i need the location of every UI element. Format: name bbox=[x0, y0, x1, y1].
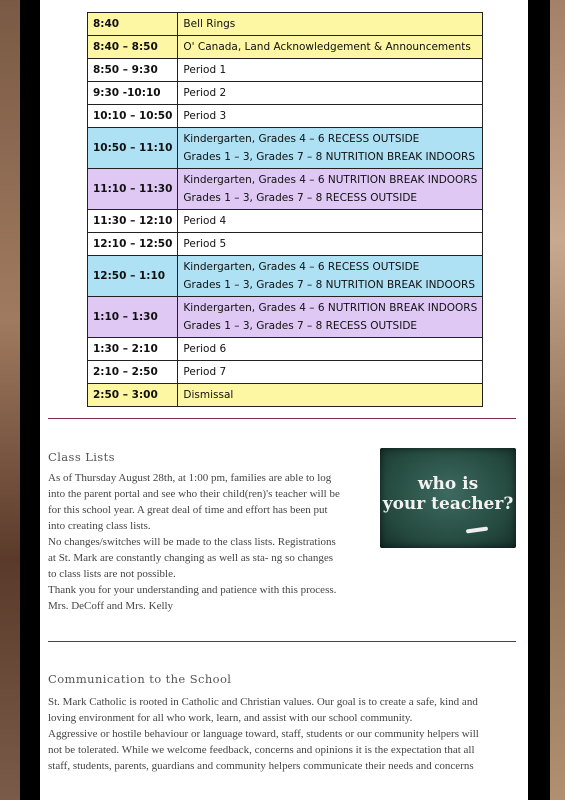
schedule-activity bbox=[178, 105, 483, 128]
schedule-row bbox=[88, 82, 483, 105]
schedule-activity-line: Kindergarten, Grades 4 – 6 NUTRITION BREAK INDOORS bbox=[183, 302, 478, 314]
schedule-time: 2:50 – 3:00 bbox=[88, 384, 178, 407]
schedule-activity-line: Grades 1 – 3, Grades 7 – 8 NUTRITION BREAK INDOORS bbox=[183, 151, 476, 163]
schedule-activity-line: Period 5 bbox=[183, 238, 227, 250]
schedule-time: 12:50 – 1:10 bbox=[88, 256, 178, 297]
schedule-time: 8:50 – 9:30 bbox=[88, 59, 178, 82]
schedule-activity-line: Period 2 bbox=[183, 87, 227, 99]
schedule-activity-line: O' Canada, Land Acknowledgement & Announcements bbox=[183, 41, 471, 53]
text-line: Aggressive or hostile behaviour or language toward, staff, students or our community helpers will bbox=[48, 728, 479, 740]
schedule-row bbox=[88, 384, 483, 407]
schedule-activity-line: Period 4 bbox=[183, 215, 227, 227]
schedule-activity-line: Grades 1 – 3, Grades 7 – 8 NUTRITION BREAK INDOORS bbox=[183, 279, 476, 291]
text-line: staff, students, parents, guardians and community helpers communicate their needs and concerns bbox=[48, 760, 474, 772]
schedule-time: 1:30 – 2:10 bbox=[88, 338, 178, 361]
image-text-who-is: who is bbox=[417, 474, 479, 494]
schedule-activity-line: Dismissal bbox=[183, 389, 234, 401]
schedule-activity bbox=[178, 36, 483, 59]
schedule-activity bbox=[178, 338, 483, 361]
text-line: loving environment for all who work, learn, and assist with our school community. bbox=[48, 712, 413, 724]
communication-text bbox=[48, 694, 516, 774]
border-left bbox=[20, 0, 40, 800]
schedule-row bbox=[88, 338, 483, 361]
schedule-activity bbox=[178, 361, 483, 384]
class-lists-heading: Class Lists bbox=[48, 450, 115, 464]
schedule-row bbox=[88, 361, 483, 384]
schedule-activity bbox=[178, 233, 483, 256]
schedule-activity bbox=[178, 297, 483, 338]
schedule-row bbox=[88, 256, 483, 297]
schedule-activity-line: Kindergarten, Grades 4 – 6 RECESS OUTSIDE bbox=[183, 261, 420, 273]
who-is-your-teacher-image bbox=[380, 448, 516, 548]
schedule-row bbox=[88, 13, 483, 36]
text-line: into creating class lists. bbox=[48, 520, 151, 532]
text-line: not be tolerated. While we welcome feedback, concerns and opinions it is the expectation that all bbox=[48, 744, 475, 756]
schedule-row bbox=[88, 59, 483, 82]
divider bbox=[48, 641, 516, 642]
schedule-activity bbox=[178, 256, 483, 297]
schedule-activity bbox=[178, 82, 483, 105]
text-line: into the parent portal and see who their child(ren)'s teacher will be bbox=[48, 488, 340, 500]
background-photo-left bbox=[0, 0, 20, 800]
text-line: to class lists are not possible. bbox=[48, 568, 176, 580]
schedule-activity-line: Period 3 bbox=[183, 110, 227, 122]
schedule-time: 11:30 – 12:10 bbox=[88, 210, 178, 233]
text-line: for this school year. A great deal of time and effort has been put bbox=[48, 504, 328, 516]
schedule-activity bbox=[178, 169, 483, 210]
schedule-time: 11:10 – 11:30 bbox=[88, 169, 178, 210]
chalk-stick bbox=[466, 526, 488, 533]
schedule-activity-line: Period 7 bbox=[183, 366, 227, 378]
schedule-activity-line: Period 1 bbox=[183, 64, 227, 76]
schedule-activity bbox=[178, 13, 483, 36]
schedule-activity-line: Grades 1 – 3, Grades 7 – 8 RECESS OUTSIDE bbox=[183, 192, 418, 204]
text-line: Thank you for your understanding and patience with this process. bbox=[48, 584, 337, 596]
schedule-activity-line: Kindergarten, Grades 4 – 6 RECESS OUTSIDE bbox=[183, 133, 420, 145]
schedule-activity bbox=[178, 384, 483, 407]
communication-heading: Communication to the School bbox=[48, 672, 232, 686]
text-line: As of Thursday August 28th, at 1:00 pm, families are able to log bbox=[48, 472, 332, 484]
schedule-time: 9:30 -10:10 bbox=[88, 82, 178, 105]
schedule-time: 1:10 – 1:30 bbox=[88, 297, 178, 338]
schedule-activity-line: Bell Rings bbox=[183, 18, 236, 30]
schedule-activity-line: Grades 1 – 3, Grades 7 – 8 RECESS OUTSIDE bbox=[183, 320, 418, 332]
text-line: No changes/switches will be made to the class lists. Registrations bbox=[48, 536, 336, 548]
schedule-row bbox=[88, 233, 483, 256]
schedule-time: 8:40 – 8:50 bbox=[88, 36, 178, 59]
schedule-row bbox=[88, 297, 483, 338]
image-text-your-teacher: your teacher? bbox=[382, 494, 514, 514]
text-line: at St. Mark are constantly changing as well as sta- ng so changes bbox=[48, 552, 334, 564]
text-line: Mrs. DeCoff and Mrs. Kelly bbox=[48, 600, 174, 612]
schedule-time: 8:40 bbox=[88, 13, 178, 36]
schedule-row bbox=[88, 210, 483, 233]
schedule-time: 10:10 – 10:50 bbox=[88, 105, 178, 128]
schedule-row bbox=[88, 169, 483, 210]
bell-schedule-table bbox=[87, 12, 483, 407]
schedule-activity bbox=[178, 128, 483, 169]
schedule-row bbox=[88, 128, 483, 169]
background-photo-right bbox=[550, 0, 565, 800]
divider bbox=[48, 418, 516, 419]
schedule-time: 2:10 – 2:50 bbox=[88, 361, 178, 384]
class-lists-text bbox=[48, 470, 373, 614]
text-line: St. Mark Catholic is rooted in Catholic and Christian values. Our goal is to create a safe, kind and bbox=[48, 696, 478, 708]
schedule-activity bbox=[178, 59, 483, 82]
schedule-time: 10:50 – 11:10 bbox=[88, 128, 178, 169]
border-right bbox=[528, 0, 550, 800]
schedule-row bbox=[88, 36, 483, 59]
schedule-activity-line: Period 6 bbox=[183, 343, 227, 355]
schedule-row bbox=[88, 105, 483, 128]
schedule-time: 12:10 – 12:50 bbox=[88, 233, 178, 256]
schedule-activity bbox=[178, 210, 483, 233]
schedule-activity-line: Kindergarten, Grades 4 – 6 NUTRITION BREAK INDOORS bbox=[183, 174, 478, 186]
